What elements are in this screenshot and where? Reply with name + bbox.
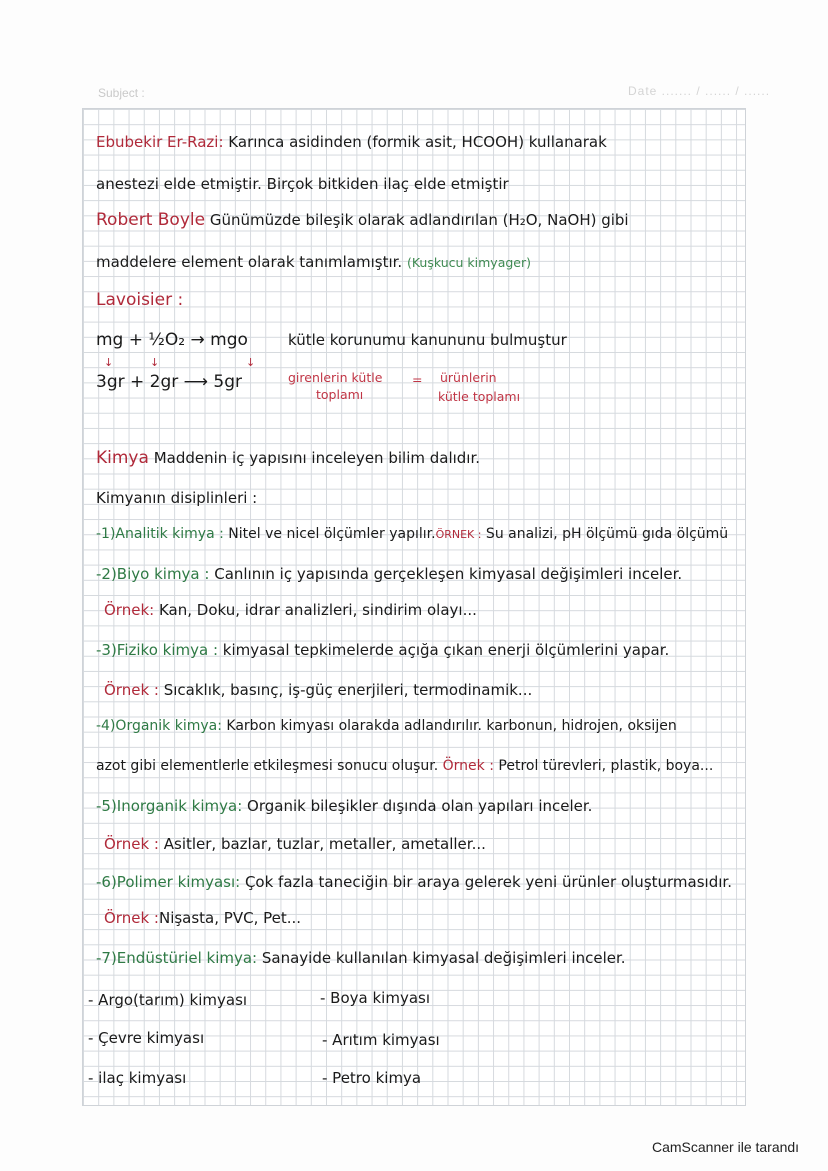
example-text: Nişasta, PVC, Pet... [158,909,302,927]
example-text: Kan, Doku, idrar analizleri, sindirim olayı... [154,601,477,619]
example-label: Örnek : [442,758,494,774]
example-label: ÖRNEK : [435,528,482,541]
arrow-down-icon: ↓ [104,356,114,369]
discipline-name: -3)Fiziko kimya : [96,641,219,659]
arrow-down-icon: ↓ [246,356,256,369]
list-item: - Boya kimyası [320,989,431,1007]
equation-description: kütle korunumu kanununu bulmuştur [288,331,567,349]
discipline-text: Nitel ve nicel ölçümler yapılır. [223,526,436,542]
list-item: - Çevre kimyası [88,1029,205,1047]
discipline-polymer [96,872,732,892]
discipline-organic [96,716,677,736]
example-label: Örnek : [104,909,159,927]
annotation-reactants: girenlerin kütle [288,370,383,385]
discipline-text: kimyasal tepkimelerde açığa çıkan enerji ölçümlerini yapar. [218,641,670,659]
discipline-name: -7)Endüstüriel kimya: [96,949,258,967]
discipline-name: -5)Inorganik kimya: [96,797,243,815]
example-text: Asitler, bazlar, tuzlar, metaller, ametaller... [158,835,486,853]
discipline-name: -4)Organik kimya: [96,718,222,734]
example-label: Örnek : [104,835,159,853]
example-line [104,680,532,700]
note-line-4 [96,252,531,273]
note-line-3 [96,210,629,230]
annotation-reactants-sum: toplamı [316,387,364,402]
equation-line [96,330,248,350]
definition-text: Maddenin iç yapısını inceleyen bilim dalıdır. [148,449,481,467]
discipline-text: Canlının iç yapısında gerçekleşen kimyasal değişimleri inceler. [209,565,683,583]
date-label: Date ....... / ...... / ...... [628,84,771,98]
chemical-equation: mg + ½O₂ → mgo [96,330,248,350]
discipline-text: Organik bileşikler dışında olan yapıları inceler. [242,797,593,815]
section-title: Kimyanın disiplinleri : [96,489,258,507]
example-line [104,600,477,620]
discipline-industrial [96,948,626,968]
example-text: Petrol türevleri, plastik, boya... [493,758,714,774]
note-line-1 [96,132,607,152]
example-line [104,908,301,928]
discipline-name: -1)Analitik kimya : [96,526,224,542]
discipline-organic-cont [96,756,713,776]
note-annotation: (Kuşkucu kimyager) [406,255,532,270]
annotation-equals: = [412,372,423,387]
term-chemistry: Kimya [96,448,149,468]
annotation-products: ürünlerin [440,370,497,385]
discipline-text: Sanayide kullanılan kimyasal değişimleri inceler. [257,949,626,967]
discipline-name: -2)Biyo kimya : [96,565,210,583]
list-item: - ilaç kimyası [88,1069,187,1087]
note-text: Günümüzde bileşik olarak adlandırılan (H₂O, NaOH) gibi [205,211,629,229]
note-line-2: anestezi elde etmiştir. Birçok bitkiden ilaç elde etmiştir [96,175,509,193]
discipline-text: azot gibi elementlerle etkileşmesi sonucu oluşur. [96,758,439,774]
discipline-inorganic [96,796,592,816]
mass-equation: 3gr + 2gr ⟶ 5gr [96,372,243,392]
subject-label: Subject : [98,86,145,100]
definition-line [96,448,480,468]
scanner-watermark: CamScanner ile tarandı [652,1139,800,1155]
note-text: Karınca asidinden (formik asit, HCOOH) kullanarak [223,133,607,151]
list-item: - Arıtım kimyası [322,1031,440,1049]
discipline-text: Çok fazla taneciğin bir araya gelerek yeni ürünler oluşturmasıdır. [240,873,732,891]
note-text: maddelere element olarak tanımlamıştır. [96,253,403,271]
discipline-analytic [96,524,728,545]
example-text: Su analizi, pH ölçümü gıda ölçümü [481,526,729,542]
arrow-down-icon: ↓ [150,356,160,369]
list-item: - Argo(tarım) kimyası [88,991,248,1009]
scientist-name: Robert Boyle [96,210,206,230]
example-text: Sıcaklık, basınç, iş-güç enerjileri, termodinamik... [158,681,533,699]
example-label: Örnek: [104,601,155,619]
discipline-name: -6)Polimer kimyası: [96,873,241,891]
annotation-products-sum: kütle toplamı [438,389,521,404]
list-item: - Petro kimya [322,1069,422,1087]
discipline-text: Karbon kimyası olarakda adlandırılır. karbonun, hidrojen, oksijen [221,718,677,734]
scientist-name: Lavoisier : [96,290,184,310]
discipline-physical [96,640,669,660]
discipline-bio [96,564,682,584]
scientist-name: Ebubekir Er-Razi: [96,133,224,151]
example-label: Örnek : [104,681,159,699]
example-line [104,834,486,854]
